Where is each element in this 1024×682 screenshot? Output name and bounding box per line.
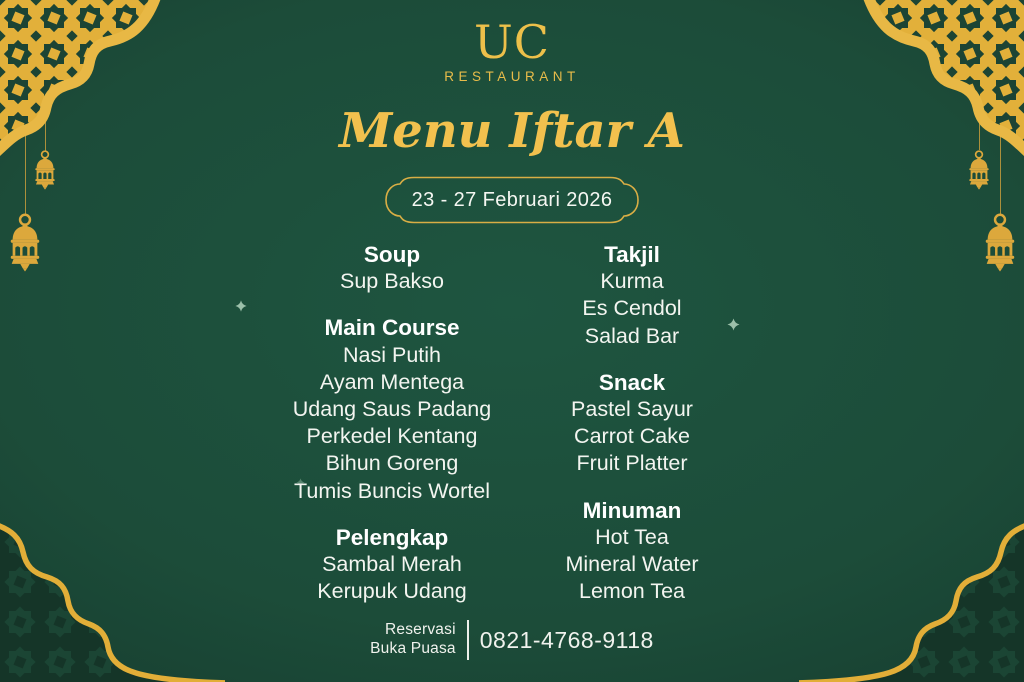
brand-name: RESTAURANT — [444, 69, 580, 85]
page-title: Menu Iftar A — [339, 103, 685, 159]
date-badge — [380, 176, 644, 224]
menu-item: Carrot Cake — [574, 424, 690, 449]
menu-item: Salad Bar — [584, 323, 680, 348]
hanging-lantern-icon — [6, 213, 44, 272]
menu-column-right — [514, 241, 750, 624]
section-heading: Takjil — [604, 242, 660, 267]
menu-item: Lemon Tea — [579, 579, 685, 604]
menu-item: Perkedel Kentang — [306, 424, 478, 449]
menu-item: Pastel Sayur — [571, 397, 693, 422]
sparkle-icon — [235, 300, 247, 312]
menu-section-snack — [514, 369, 750, 478]
section-heading: Minuman — [582, 497, 682, 523]
brand-logo — [0, 15, 1024, 85]
brand-initials: UC — [474, 15, 550, 69]
section-heading: Snack — [598, 369, 666, 395]
menu-item: Fruit Platter — [576, 451, 688, 476]
section-heading: Pelengkap — [335, 524, 449, 550]
hanging-lantern-icon — [981, 213, 1019, 272]
reservation-label-line1: Reservasi — [385, 621, 456, 639]
menu-item: Udang Saus Padang — [292, 397, 492, 422]
menu-item: Kerupuk Udang — [317, 579, 467, 604]
menu-section-minuman — [514, 497, 750, 606]
menu-item: Nasi Putih — [343, 342, 441, 367]
menu-item: Bihun Goreng — [325, 451, 459, 476]
menu-item: Mineral Water — [565, 552, 699, 577]
menu-item: Kurma — [600, 269, 664, 294]
menu-item: Tumis Buncis Wortel — [294, 478, 490, 503]
menu-section-takjil — [514, 241, 750, 350]
section-heading: Main Course — [324, 315, 460, 341]
menu-item: Sambal Merah — [322, 552, 462, 577]
menu-section-soup — [250, 241, 534, 295]
date-range: 23 - 27 Februari 2026 — [411, 188, 613, 211]
menu-section-pelengkap — [250, 524, 534, 606]
menu-item: Ayam Mentega — [319, 369, 465, 394]
reservation-phone: 0821-4768-9118 — [479, 626, 654, 653]
menu-item: Es Cendol — [582, 296, 682, 321]
reservation-footer — [0, 620, 1024, 660]
footer-divider — [467, 620, 469, 660]
reservation-label-line2: Buka Puasa — [370, 640, 456, 657]
reservation-label — [370, 621, 456, 659]
menu-section-main-course — [250, 314, 534, 504]
menu-column-left — [250, 241, 534, 624]
section-heading: Soup — [363, 242, 421, 267]
menu-item: Hot Tea — [595, 524, 669, 549]
menu-item: Sup Bakso — [340, 269, 444, 294]
